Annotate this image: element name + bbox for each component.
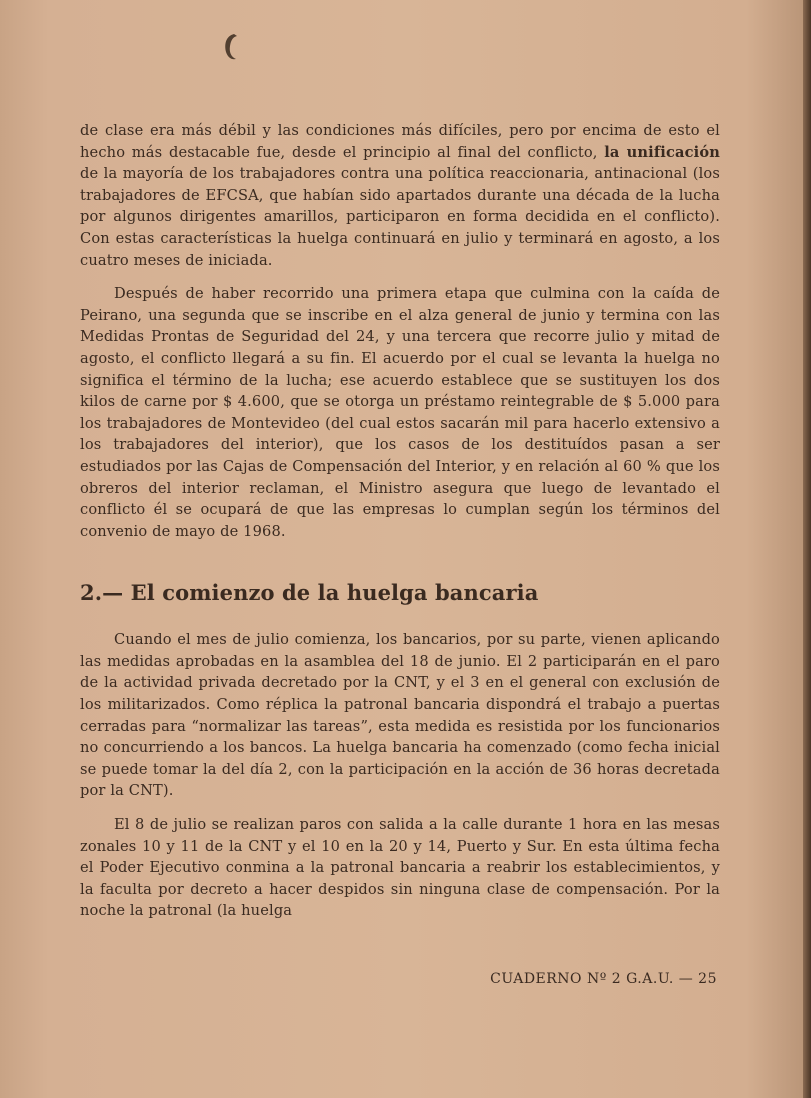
section-paragraph-1: Cuando el mes de julio comienza, los bancarios, por su parte, vienen aplicando las medidas aprobadas en la asamblea del 18 de junio. El 2 participarán en el paro de la actividad privada decretado por la CNT, y el 3 en el general con exclusión de los militarizados. Como réplica la patronal bancaria dispondrá el trabajo a puertas cerradas para “normalizar las tareas”, esta medida es resistida por los funcionarios no concurriendo a los bancos. La huelga bancaria ha comenzado (como fecha inicial se puede tomar la del día 2, con la participación en la acción de 36 horas decretada por la CNT).	[80, 631, 720, 800]
section-paragraph-2: El 8 de julio se realizan paros con salida a la calle durante 1 hora en las mesas zonales 10 y 11 de la CNT y el 10 en la 20 y 14, Puerto y Sur. En esta última fecha el Poder Ejecutivo conmina a la patronal bancaria a reabrir los establecimientos, y la faculta por decreto a hacer despidos sin ninguna clase de compensación. Por la noche la patronal (la huelga	[80, 816, 720, 920]
page-edge	[803, 0, 811, 1098]
paragraph-1	[80, 120, 720, 271]
binding-hole-mark	[220, 30, 242, 64]
paragraph-1-bold-phrase: la unificación	[604, 143, 720, 161]
document-body	[80, 120, 720, 934]
paragraph-2: Después de haber recorrido una primera etapa que culmina con la caída de Peirano, una segunda que se inscribe en el alza general de junio y termina con las Medidas Prontas de Seguridad del 24, y una tercera que recorre julio y mitad de agosto, el conflicto llegará a su fin. El acuerdo por el cual se levanta la huelga no significa el término de la lucha; ese acuerdo establece que se sustituyen los dos kilos de carne por $ 4.600, que se otorga un préstamo reintegrable de $ 5.000 para los trabajadores de Montevideo (del cual estos sacarán mil para hacerlo extensivo a los trabajadores del interior), que los casos de los destituídos pasan a ser estudiados por las Cajas de Compensación del Interior, y en relación al 60 % que los obreros del interior reclaman, el Ministro asegura que luego de levantado el conflicto él se ocupará de que las empresas lo cumplan según los términos del convenio de mayo de 1968.	[80, 285, 720, 540]
section-heading: 2.— El comienzo de la huelga bancaria	[80, 580, 539, 606]
page-footer: CUADERNO Nº 2 G.A.U. — 25	[490, 971, 717, 987]
paragraph-1-text-start: de clase era más débil y las condiciones más difíciles, pero por encima de esto el hecho más destacable fue, desde el principio al final del conflicto,	[80, 122, 720, 161]
paragraph-1-text-end: de la mayoría de los trabajadores contra una política reaccionaria, antinacional (los trabajadores de EFCSA, que habían sido apartados durante una década de la lucha por algunos dirigentes amarillos, participaron en forma decidida en el conflicto). Con estas características la huelga continuará en julio y terminará en agosto, a los cuatro meses de iniciada.	[80, 165, 720, 269]
